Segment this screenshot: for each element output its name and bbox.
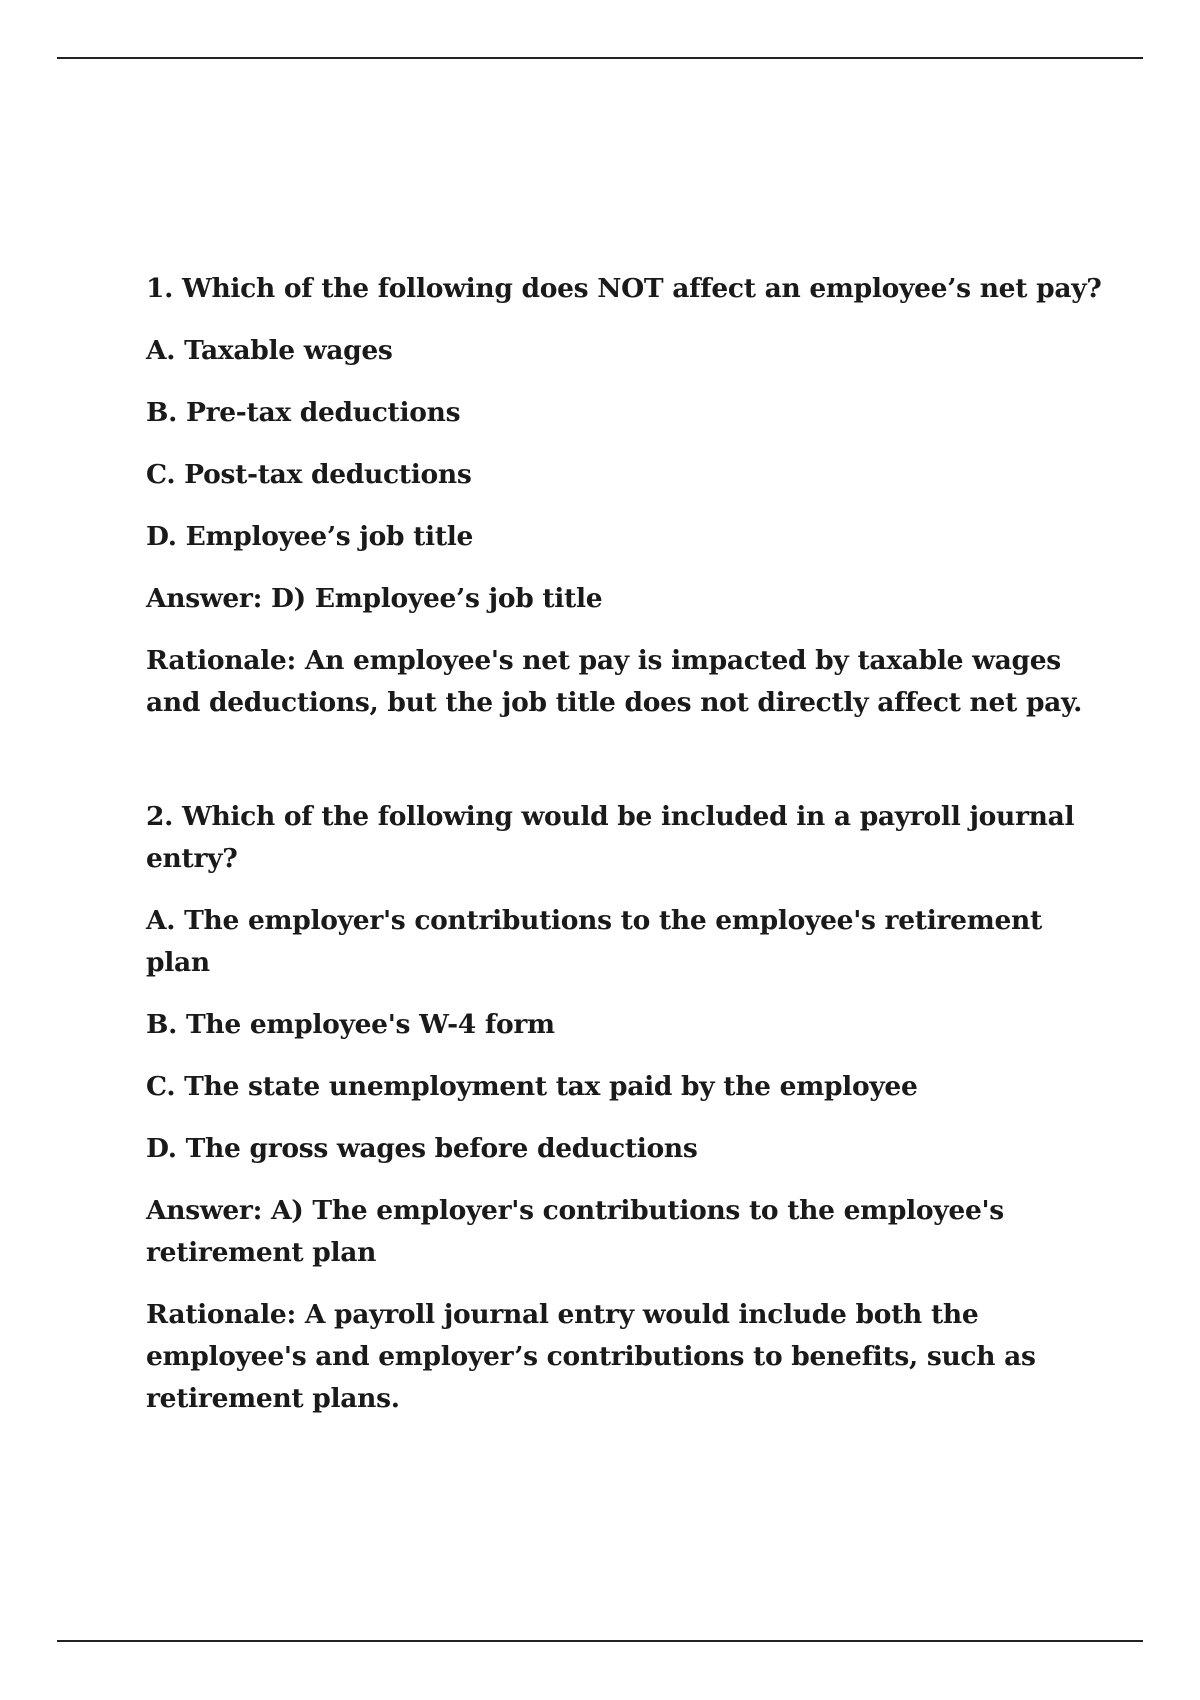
option-b: B. The employee's W-4 form [146,1009,555,1040]
rationale-text: Rationale: An employee's net pay is impacted by taxable wages and deductions, but the job title does not directly affect net pay. [146,645,1083,718]
option-a: A. Taxable wages [146,335,393,366]
option-a: A. The employer's contributions to the employee's retirement plan [146,905,1042,978]
header-rule [57,57,1143,59]
document-body [146,268,1106,1420]
question-text: 1. Which of the following does NOT affect an employee’s net pay? [146,273,1102,304]
answer-text: Answer: A) The employer's contributions to the employee's retirement plan [146,1195,1004,1268]
option-c: C. Post-tax deductions [146,459,472,490]
question-block-2 [146,796,1106,1420]
answer-text: Answer: D) Employee’s job title [146,583,603,614]
option-c: C. The state unemployment tax paid by the employee [146,1071,918,1102]
option-b: B. Pre-tax deductions [146,397,461,428]
rationale-text: Rationale: A payroll journal entry would include both the employee's and employer’s contributions to benefits, such as retirement plans. [146,1299,1036,1414]
question-text: 2. Which of the following would be included in a payroll journal entry? [146,801,1075,874]
footer-rule [57,1640,1143,1642]
question-block-1 [146,268,1106,724]
option-d: D. Employee’s job title [146,521,474,552]
option-d: D. The gross wages before deductions [146,1133,698,1164]
